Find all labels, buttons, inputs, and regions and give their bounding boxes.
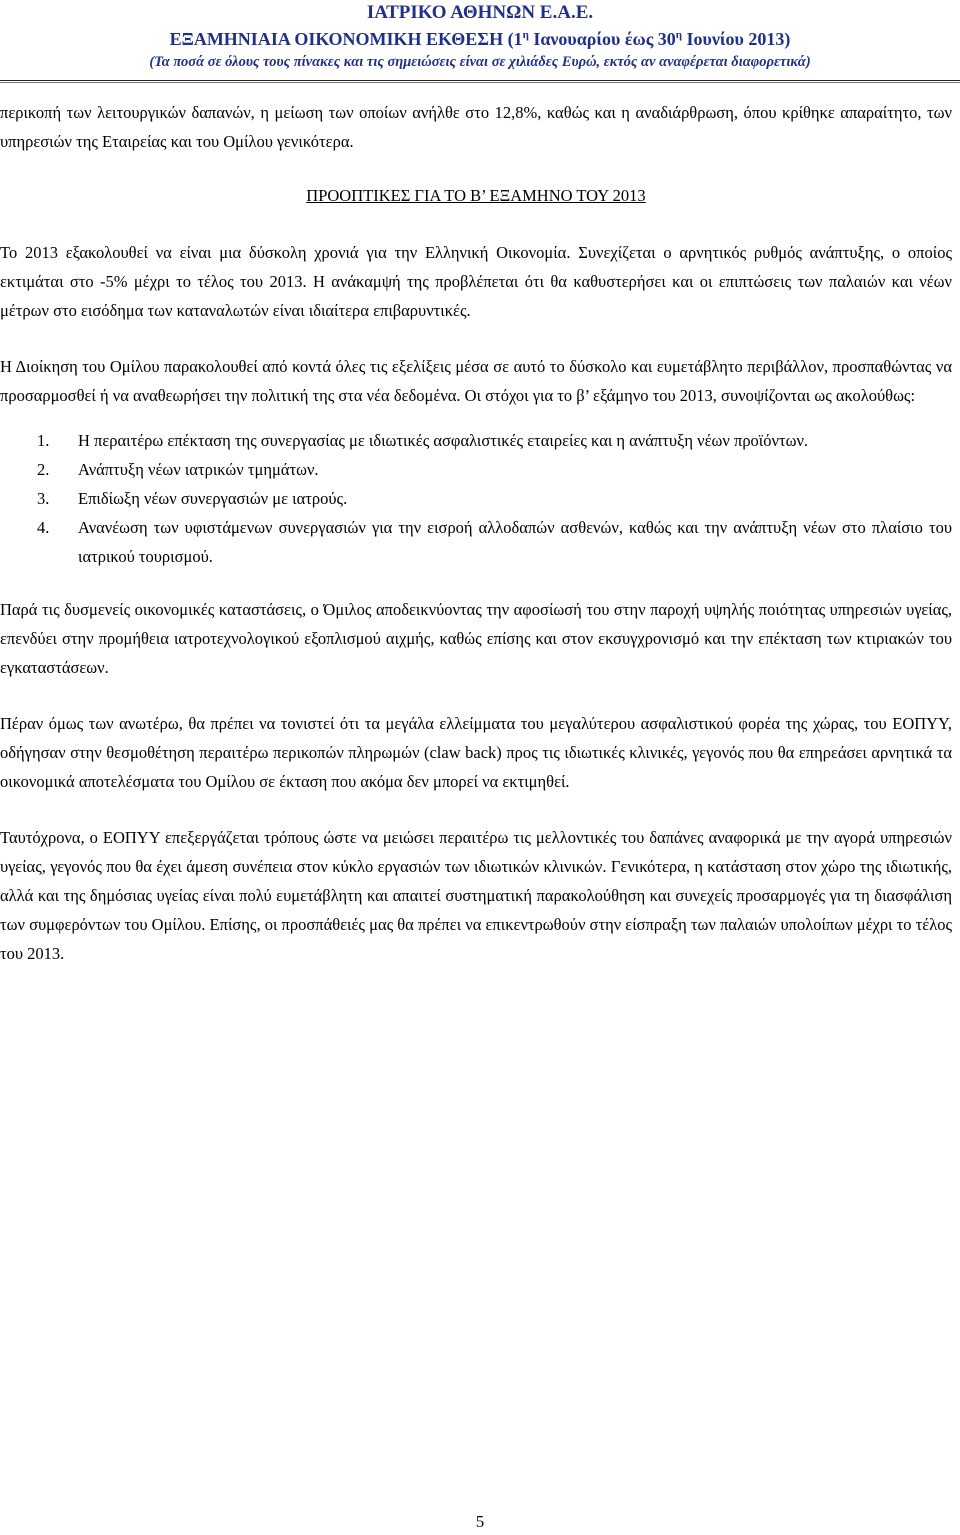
section-title: ΠΡΟΟΠΤΙΚΕΣ ΓΙΑ ΤΟ Β’ ΕΞΑΜΗΝΟ ΤΟΥ 2013 bbox=[306, 186, 646, 205]
goals-list bbox=[0, 426, 952, 571]
list-item-text: Ανανέωση των υφιστάμενων συνεργασιών για την εισροή αλλοδαπών ασθενών, καθώς και την ανάπτυξη νέων στο πλαίσιο του ιατρικού τουρισμού. bbox=[78, 518, 952, 566]
list-item bbox=[0, 426, 952, 455]
report-title-part3: Ιουνίου 2013) bbox=[682, 29, 791, 49]
list-item-number: 3. bbox=[37, 489, 50, 508]
document-body bbox=[0, 98, 952, 968]
report-title bbox=[0, 24, 960, 50]
report-title-part1: ΕΞΑΜΗΝΙΑΙΑ ΟΙΚΟΝΟΜΙΚΗ ΕΚΘΕΣΗ (1 bbox=[169, 29, 523, 49]
report-title-part2: Ιανουαρίου έως 30 bbox=[528, 29, 676, 49]
report-title-sup2: η bbox=[675, 29, 683, 41]
paragraph-gap bbox=[0, 325, 952, 352]
list-item bbox=[0, 484, 952, 513]
list-item-number: 1. bbox=[37, 431, 50, 450]
paragraph-gap bbox=[0, 682, 952, 709]
amounts-note: (Τα ποσά σε όλους τους πίνακες και τις σημειώσεις είναι σε χιλιάδες Ευρώ, εκτός αν αναφέρεται διαφορετικά) bbox=[149, 54, 811, 70]
page-header bbox=[0, 0, 960, 72]
eopyy-paragraph: Πέραν όμως των ανωτέρω, θα πρέπει να τονιστεί ότι τα μεγάλα ελλείμματα του μεγαλύτερου ασφαλιστικού φορέα της χώρας, του ΕΟΠΥΥ, οδήγησαν στην θεσμοθέτηση περαιτέρω περικοπών πληρωμών (claw back) προς τις ιδιωτικές κλινικές, γεγονός που θα επηρεάσει αρνητικά τα οικονομικά αποτελέσματα του Ομίλου σε έκταση που ακόμα δεν μπορεί να εκτιμηθεί. bbox=[0, 714, 952, 791]
report-title-sup1: η bbox=[522, 29, 529, 41]
paragraph-gap bbox=[0, 796, 952, 823]
list-item-number: 2. bbox=[37, 460, 50, 479]
company-name: ΙΑΤΡΙΚΟ ΑΘΗΝΩΝ Ε.Α.Ε. bbox=[366, 2, 594, 23]
outlook-paragraph: Το 2013 εξακολουθεί να είναι μια δύσκολη χρονιά για την Ελληνική Οικονομία. Συνεχίζεται ο αρνητικός ρυθμός ανάπτυξης, ο οποίος εκτιμάται στο -5% μέχρι το τέλος του 2013. Η ανάκαμψή της προβλέπεται ότι θα καθυστερήσει και οι επιπτώσεις των παλαιών και νέων μέτρων στο εισόδημα των καταναλωτών είναι ιδιαίτερα επιβαρυντικές. bbox=[0, 243, 952, 320]
list-item-text: Η περαιτέρω επέκταση της συνεργασίας με ιδιωτικές ασφαλιστικές εταιρείες και η ανάπτυξη νέων προϊόντων. bbox=[78, 431, 809, 450]
list-item bbox=[0, 513, 952, 571]
list-item-number: 4. bbox=[37, 518, 50, 537]
intro-paragraph: περικοπή των λειτουργικών δαπανών, η μείωση των οποίων ανήλθε στο 12,8%, καθώς και η αναδιάρθρωση, όπου κρίθηκε απαραίτητο, των υπηρεσιών της Εταιρείας και του Ομίλου γενικότερα. bbox=[0, 103, 952, 151]
management-paragraph: Η Διοίκηση του Ομίλου παρακολουθεί από κοντά όλες τις εξελίξεις μέσα σε αυτό το δύσκολο και ευμετάβλητο περιβάλλον, προσπαθώντας να προσαρμοσθεί ή να αναθεωρήσει την πολιτική της στα νέα δεδομένα. Οι στόχοι για το β’ εξάμηνο του 2013, συνοψίζονται ως ακολούθως: bbox=[0, 357, 952, 405]
list-item-text: Επιδίωξη νέων συνεργασιών με ιατρούς. bbox=[78, 489, 348, 508]
header-divider-secondary bbox=[0, 82, 960, 83]
list-item bbox=[0, 455, 952, 484]
investment-paragraph: Παρά τις δυσμενείς οικονομικές καταστάσεις, ο Όμιλος αποδεικνύοντας την αφοσίωσή του στην παροχή υψηλής ποιότητας υπηρεσιών υγείας, επενδύει στην προμήθεια ιατροτεχνολογικού εξοπλισμού αιχμής, καθώς επίσης και στον εκσυγχρονισμό και την επέκταση των κτιριακών του εγκαταστάσεων. bbox=[0, 600, 952, 677]
header-divider bbox=[0, 80, 960, 81]
page-number: 5 bbox=[475, 1512, 485, 1531]
eopyy-costs-paragraph: Ταυτόχρονα, ο ΕΟΠΥΥ επεξεργάζεται τρόπους ώστε να μειώσει περαιτέρω τις μελλοντικές του δαπάνες αναφορικά με την αγορά υπηρεσιών υγείας, γεγονός που θα έχει άμεση συνέπεια στον κύκλο εργασιών των ιδιωτικών κλινικών. Γενικότερα, η κατάσταση στον χώρο της ιδιωτικής, αλλά και της δημόσιας υγείας είναι πολύ ευμετάβλητη και απαιτεί συστηματική παρακολούθηση και συνεχείς προσαρμογές για τη διασφάλιση των συμφερόντων του Ομίλου. Επίσης, οι προσπάθειές μας θα πρέπει να επικεντρωθούν στην είσπραξη των παλαιών υπολοίπων μέχρι το τέλος του 2013. bbox=[0, 828, 952, 963]
list-item-text: Ανάπτυξη νέων ιατρικών τμημάτων. bbox=[78, 460, 319, 479]
